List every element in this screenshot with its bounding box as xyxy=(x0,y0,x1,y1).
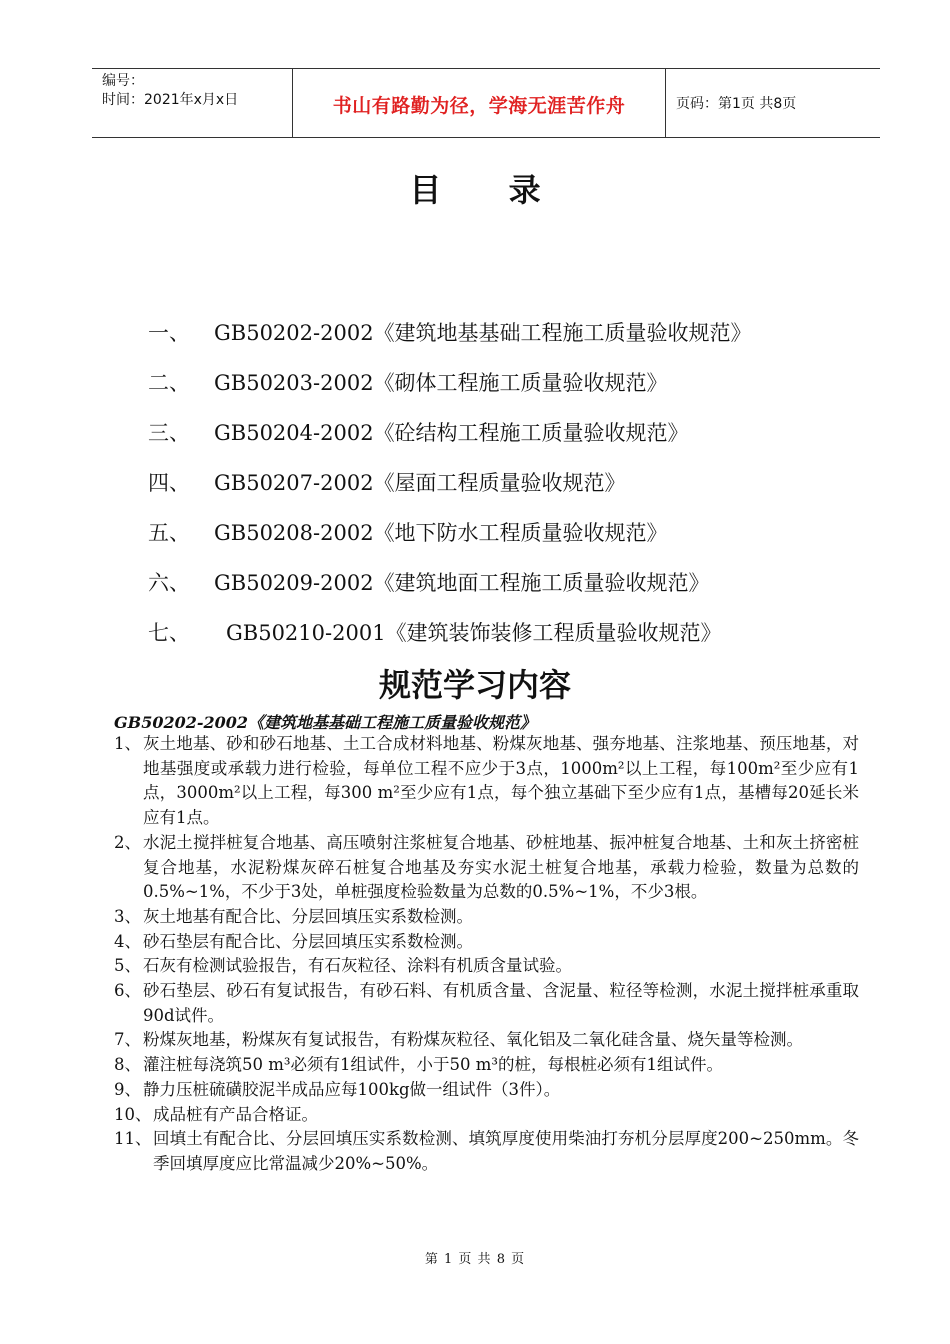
item-text: 粉煤灰地基，粉煤灰有复试报告，有粉煤灰粒径、氧化铝及二氧化硅含量、烧矢量等检测。 xyxy=(143,1030,803,1050)
list-item xyxy=(114,1078,859,1103)
list-item xyxy=(114,732,859,831)
toc-item-name: 《屋面工程质量验收规范》 xyxy=(373,471,626,495)
toc-item xyxy=(148,320,752,346)
toc-item xyxy=(148,620,722,646)
item-text: 砂石垫层有配合比、分层回填压实系数检测。 xyxy=(143,931,473,951)
item-number: 9、 xyxy=(114,1079,141,1099)
toc-item-code: GB50202-2002 xyxy=(214,321,374,345)
toc-item-code: GB50203-2002 xyxy=(214,371,374,395)
toc-item-code: GB50210-2001 xyxy=(226,621,386,645)
item-text: 灰土地基、砂和砂石地基、土工合成材料地基、粉煤灰地基、强夯地基、注浆地基、预压地基，对地基强度或承载力进行检验，每单位工程不应少于3点，1000m²以上工程，每100m²至少应有1点，3000m²以上工程，每300 m²至少应有1点，每个独立基础下至少应有1点，基槽每20延长米应有1点。 xyxy=(143,734,859,828)
toc-item xyxy=(148,470,626,496)
header-motto-cell xyxy=(293,69,666,137)
page-header xyxy=(92,68,880,138)
item-number: 3、 xyxy=(114,906,141,926)
toc-item-code: GB50208-2002 xyxy=(214,521,374,545)
toc-item-code: GB50207-2002 xyxy=(214,471,374,495)
toc-item-code: GB50204-2002 xyxy=(214,421,374,445)
page-number-label: 页码：第1页 共8页 xyxy=(676,96,797,112)
page-footer: 第 1 页 共 8 页 xyxy=(424,1252,526,1267)
toc-item-name: 《地下防水工程质量验收规范》 xyxy=(373,521,668,545)
toc-item-name: 《建筑地基基础工程施工质量验收规范》 xyxy=(373,321,752,345)
toc-item-number: 二、 xyxy=(148,371,190,395)
item-text: 石灰有检测试验报告，有石灰粒径、涂料有机质含量试验。 xyxy=(143,956,572,976)
item-text: 水泥土搅拌桩复合地基、高压喷射注浆桩复合地基、砂桩地基、振冲桩复合地基、土和灰土挤密桩复合地基，水泥粉煤灰碎石桩复合地基及夯实水泥土桩复合地基，承载力检验，数量为总数的0.5%~1%，不少于3处，单桩强度检验数量为总数的0.5%~1%，不少3根。 xyxy=(143,832,859,902)
list-item xyxy=(114,1053,859,1078)
toc-item xyxy=(148,370,668,396)
toc-item-name: 《建筑地面工程施工质量验收规范》 xyxy=(373,571,710,595)
list-item xyxy=(114,1103,859,1128)
list-item xyxy=(114,831,859,905)
list-item xyxy=(114,1028,859,1053)
toc-item xyxy=(148,520,668,546)
item-number: 8、 xyxy=(114,1055,141,1075)
header-page-cell xyxy=(666,69,880,137)
list-item xyxy=(114,905,859,930)
header-info-cell xyxy=(92,69,293,137)
item-text: 静力压桩硫磺胶泥半成品应每100kg做一组试件（3件）。 xyxy=(143,1079,561,1099)
list-item xyxy=(114,1127,859,1176)
toc-title: 目 录 xyxy=(409,171,569,209)
toc-item-number: 三、 xyxy=(148,421,190,445)
toc-item-code: GB50209-2002 xyxy=(214,571,374,595)
toc-item-number: 一、 xyxy=(148,321,190,345)
toc-item-number: 五、 xyxy=(148,521,190,545)
toc-item-number: 六、 xyxy=(148,571,190,595)
toc-item xyxy=(148,420,689,446)
item-text: 成品桩有产品合格证。 xyxy=(153,1104,318,1124)
toc-item xyxy=(148,570,710,596)
list-item xyxy=(114,930,859,955)
list-item xyxy=(114,954,859,979)
toc-item-name: 《砼结构工程施工质量验收规范》 xyxy=(373,421,689,445)
item-text: 回填土有配合比、分层回填压实系数检测、填筑厚度使用柴油打夯机分层厚度200~250mm。冬季回填厚度应比常温减少20%~50%。 xyxy=(153,1129,859,1173)
item-number: 4、 xyxy=(114,931,141,951)
item-number: 11、 xyxy=(114,1129,152,1149)
item-number: 5、 xyxy=(114,956,141,976)
toc-item-number: 四、 xyxy=(148,471,190,495)
motto: 书山有路勤为径，学海无涯苦作舟 xyxy=(332,95,626,117)
toc-item-name: 《砌体工程施工质量验收规范》 xyxy=(373,371,668,395)
item-number: 6、 xyxy=(114,981,141,1001)
code-label: 编号： xyxy=(102,73,144,89)
item-text: 灰土地基有配合比、分层回填压实系数检测。 xyxy=(143,906,473,926)
requirements-list xyxy=(114,732,859,1177)
list-item xyxy=(114,979,859,1028)
item-number: 10、 xyxy=(114,1104,152,1124)
section-subtitle: GB50202-2002《建筑地基基础工程施工质量验收规范》 xyxy=(114,713,537,732)
item-number: 7、 xyxy=(114,1030,141,1050)
item-text: 灌注桩每浇筑50 m³必须有1组试件，小于50 m³的桩，每根桩必须有1组试件。 xyxy=(143,1055,723,1075)
item-text: 砂石垫层、砂石有复试报告，有砂石料、有机质含量、含泥量、粒径等检测，水泥土搅拌桩承重取90d试件。 xyxy=(143,981,859,1025)
section-title: 规范学习内容 xyxy=(378,666,571,704)
item-number: 2、 xyxy=(114,832,141,852)
item-number: 1、 xyxy=(114,734,141,753)
toc-item-name: 《建筑装饰装修工程质量验收规范》 xyxy=(385,621,722,645)
toc-item-number: 七、 xyxy=(148,621,190,645)
time-label: 时间：2021年x月x日 xyxy=(102,92,239,108)
